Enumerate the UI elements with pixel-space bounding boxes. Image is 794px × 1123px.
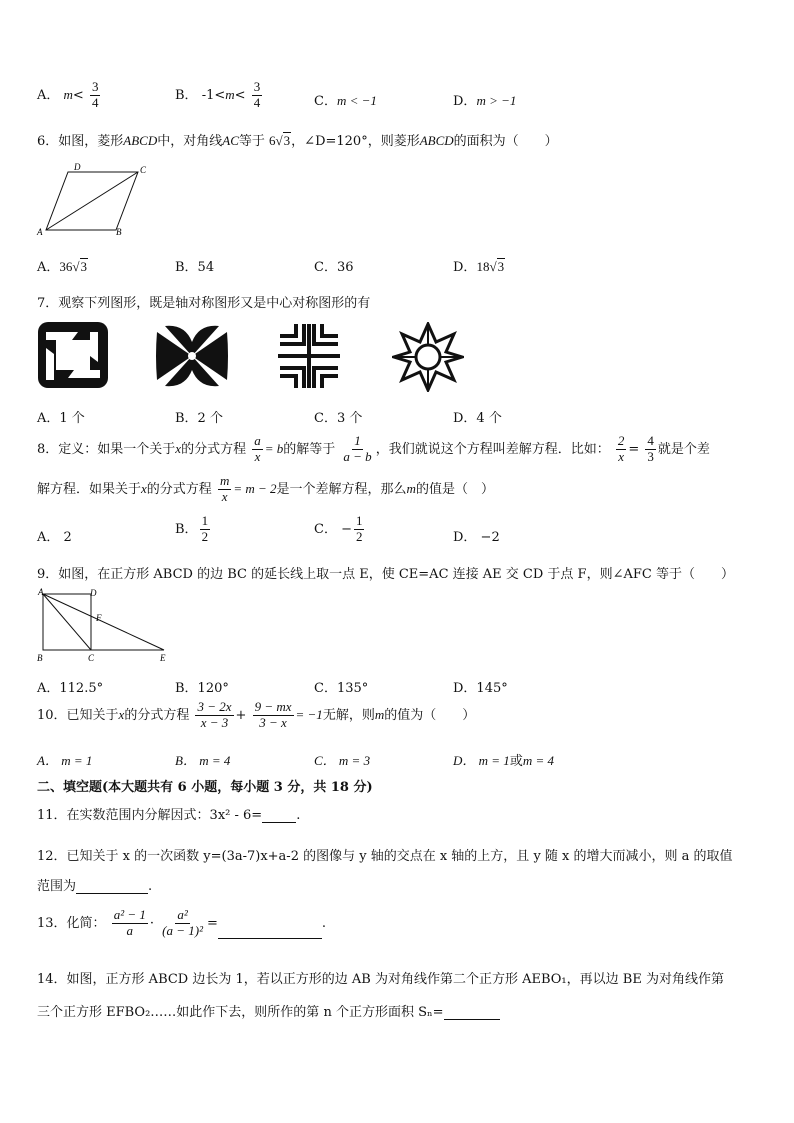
- q7-option-a: A．1 个: [37, 411, 85, 426]
- q7-option-d: D．4 个: [453, 411, 502, 426]
- q7-option-c: C．3 个: [314, 411, 363, 426]
- q11-stem: 11．在实数范围内分解因式：3x² - 6= .: [37, 808, 301, 823]
- q9-option-c: C．135°: [314, 681, 369, 696]
- label-B: B: [116, 227, 122, 237]
- label-D: D: [74, 162, 81, 172]
- q10-option-c: C． m = 3: [314, 753, 371, 768]
- label-E: E: [160, 653, 166, 663]
- q7-option-b: B．2 个: [175, 411, 223, 426]
- four-petal-knot-icon: [155, 322, 230, 390]
- octagram-star-icon: [392, 322, 464, 392]
- answer-blank[interactable]: [262, 808, 296, 823]
- label-D: D: [90, 588, 97, 598]
- q9-option-a: A．112.5°: [37, 681, 104, 696]
- q10-option-d: D． m = 1或m = 4: [453, 753, 554, 769]
- label-F: F: [96, 613, 102, 623]
- q10-option-b: B． m = 4: [175, 753, 231, 768]
- q8-option-d: D． −2: [453, 530, 500, 545]
- q5-option-d: D．m > −1: [453, 93, 517, 109]
- q6-option-b: B．54: [175, 260, 215, 275]
- square-pinwheel-icon: [38, 322, 110, 390]
- q10-stem: 10．已知关于x的分式方程 $\frac{3 - 2x}{x - 3}$ + $\frac{9 - mx}{3 - x}$ = −1无解，则m的值为（ ）: [37, 699, 476, 730]
- q9-option-b: B．120°: [175, 681, 229, 696]
- answer-blank[interactable]: [218, 924, 322, 939]
- label-C: C: [140, 165, 147, 175]
- answer-blank[interactable]: [76, 879, 148, 894]
- q12-stem-line1: 12．已知关于 x 的一次函数 y=(3a-7)x+a-2 的图像与 y 轴的交点在 x 轴的上方，且 y 随 x 的增大而减小，则 a 的取值: [37, 849, 733, 864]
- q8-option-c: C． − $\frac{1}{2}$: [314, 513, 363, 544]
- rhombus-figure: [36, 160, 156, 240]
- q9-option-d: D．145°: [453, 681, 508, 696]
- label-B: B: [37, 653, 43, 663]
- q8-stem-line2: 解方程．如果关于x的分式方程 $\frac{m}{x}$ = m − 2是一个差解方程，那么m的值是（ ）: [37, 473, 494, 504]
- label-C: C: [88, 653, 95, 663]
- q8-option-a: A． 2: [37, 530, 72, 545]
- q6-option-d: D．18√3: [453, 259, 505, 275]
- label-A: A: [38, 587, 44, 597]
- q6-option-c: C．36: [314, 260, 354, 275]
- q5-option-b: B． -1<m< $\frac{3}{4}$: [175, 79, 261, 110]
- q10-option-a: A． m = 1: [37, 753, 93, 768]
- q6-stem: 6．如图，菱形ABCD中，对角线AC等于 6√3，∠D=120°，则菱形ABCD的面积为（ ）: [37, 133, 558, 149]
- q14-stem-line1: 14．如图，正方形 ABCD 边长为 1，若以正方形的边 AB 为对角线作第二个正方形 AEBO₁，再以边 BE 为对角线作第: [37, 972, 724, 987]
- q8-option-b: B． $\frac{1}{2}$: [175, 513, 209, 544]
- q6-option-a: A．36√3: [37, 259, 88, 275]
- q7-stem: 7．观察下列图形，既是轴对称图形又是中心对称图形的有: [37, 296, 371, 311]
- answer-blank[interactable]: [444, 1005, 500, 1020]
- q13-stem: 13．化简： $\frac{\text{a² − 1}}{a}$ · $\frac{\text{a²}}{\text{(a − 1)²}}$ = .: [37, 907, 327, 938]
- q8-stem-line1: 8．定义：如果一个关于x的分式方程 $\frac{a}{x}$ = b的解等于 $\frac{1}{a - b}$ ，我们就说这个方程叫差解方程．比如： $\frac{2}{x}$ = $\frac{4}{3}$ 就是个差: [37, 433, 710, 464]
- cross-lines-icon: [276, 322, 342, 390]
- q14-stem-line2: 三个正方形 EFBO₂……如此作下去，则所作的第 n 个正方形面积 Sₙ=: [37, 1001, 500, 1020]
- q5-option-c: C．m < −1: [314, 93, 377, 109]
- label-A: A: [37, 227, 43, 237]
- square-figure: [34, 586, 174, 666]
- section-fill-in-heading: 二、填空题(本大题共有 6 小题，每小题 3 分，共 18 分): [37, 780, 373, 795]
- q12-stem-line2: 范围为 .: [37, 879, 153, 894]
- q5-option-a: A． m< $\frac{3}{4}$: [37, 79, 99, 110]
- q9-stem: 9．如图，在正方形 ABCD 的边 BC 的延长线上取一点 E，使 CE=AC 连接 AE 交 CD 于点 F，则∠AFC 等于（ ）: [37, 567, 734, 582]
